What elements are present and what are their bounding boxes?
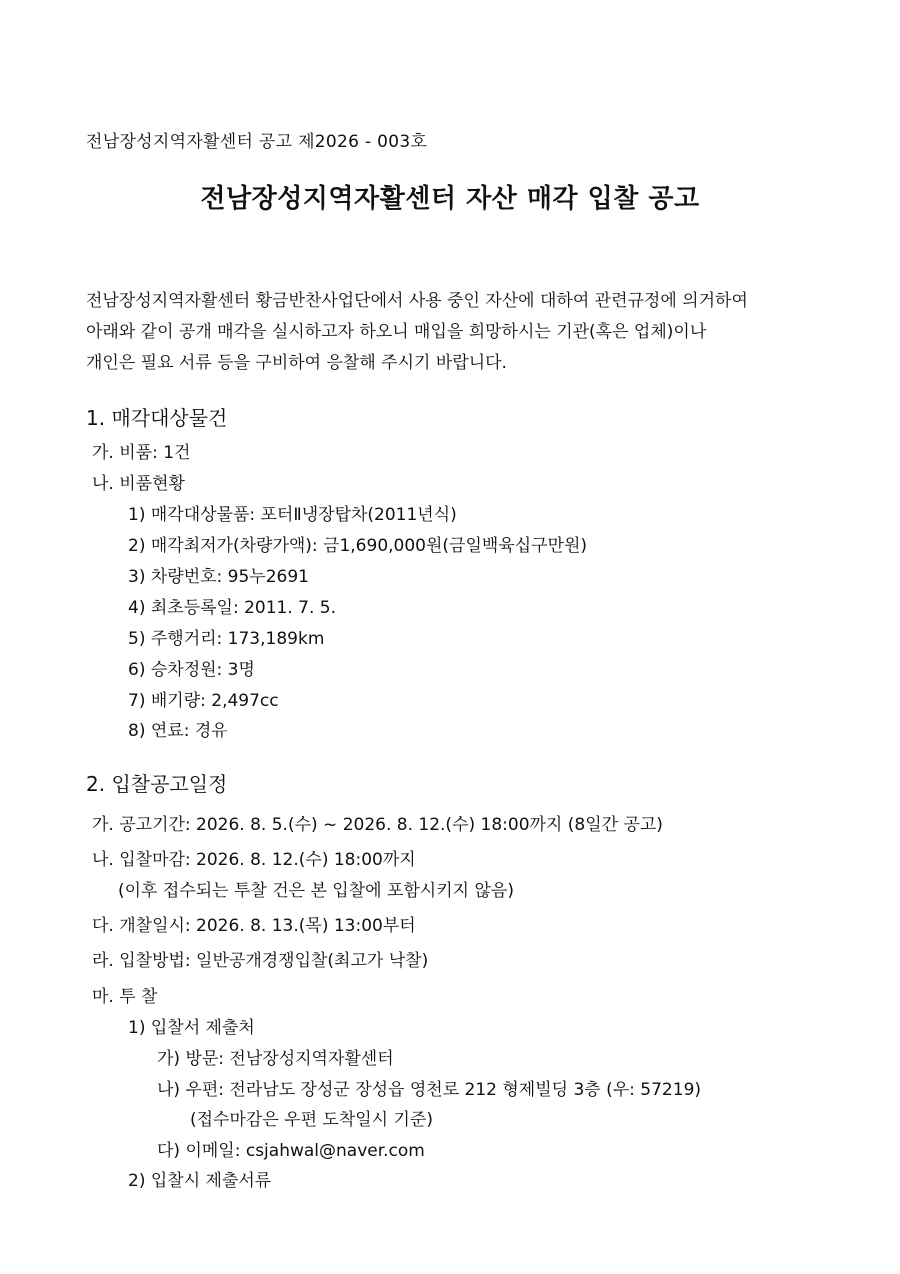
intro-line-2: 아래와 같이 공개 매각을 실시하고자 하오니 매입을 희망하시는 기관(혹은 업체)이나	[86, 322, 707, 342]
page-title: 전남장성지역자활센터 자산 매각 입찰 공고	[200, 184, 700, 214]
schedule-item-ma: 마. 투 찰	[92, 987, 158, 1007]
asset-detail-item: 4) 최초등록일: 2011. 7. 5.	[128, 598, 337, 618]
asset-detail-item: 2) 매각최저가(차량가액): 금1,690,000원(금일백육십구만원)	[128, 536, 588, 556]
asset-detail-item: 1) 매각대상물품: 포터Ⅱ냉장탑차(2011년식)	[128, 505, 457, 525]
intro-paragraph	[86, 286, 826, 379]
bid-destination-mail-note: (접수마감은 우편 도착일시 기준)	[190, 1110, 433, 1130]
asset-detail-item: 7) 배기량: 2,497cc	[128, 691, 279, 711]
bid-destination-email: 다) 이메일: csjahwal@naver.com	[157, 1141, 425, 1161]
bid-sub-item-2: 2) 입찰시 제출서류	[128, 1171, 272, 1191]
intro-line-1: 전남장성지역자활센터 황금반찬사업단에서 사용 중인 자산에 대하여 관련규정에 의거하여	[86, 291, 748, 311]
intro-line-3: 개인은 필요 서류 등을 구비하여 응찰해 주시기 바랍니다.	[86, 353, 507, 373]
section-1-item-na: 나. 비품현황	[92, 474, 185, 494]
schedule-item-da: 다. 개찰일시: 2026. 8. 13.(목) 13:00부터	[92, 916, 416, 936]
schedule-item-na: 나. 입찰마감: 2026. 8. 12.(수) 18:00까지	[92, 850, 416, 870]
asset-detail-item: 8) 연료: 경유	[128, 721, 228, 741]
section-1-heading: 1. 매각대상물건	[86, 406, 228, 430]
asset-detail-item: 3) 차량번호: 95누2691	[128, 567, 309, 587]
schedule-item-ra: 라. 입찰방법: 일반공개경쟁입찰(최고가 낙찰)	[92, 951, 429, 971]
section-2-heading: 2. 입찰공고일정	[86, 772, 228, 796]
section-1-item-ga: 가. 비품: 1건	[92, 443, 191, 463]
asset-detail-item: 6) 승차정원: 3명	[128, 660, 255, 680]
bid-sub-item-1: 1) 입찰서 제출처	[128, 1018, 255, 1038]
bid-destination-mail: 나) 우편: 전라남도 장성군 장성읍 영천로 212 형제빌딩 3층 (우: 57219)	[157, 1080, 702, 1100]
schedule-item-ga: 가. 공고기간: 2026. 8. 5.(수) ~ 2026. 8. 12.(수) 18:00까지 (8일간 공고)	[92, 815, 663, 835]
asset-detail-item: 5) 주행거리: 173,189km	[128, 629, 325, 649]
schedule-item-na-note: (이후 접수되는 투찰 건은 본 입찰에 포함시키지 않음)	[118, 881, 514, 901]
bid-destination-visit: 가) 방문: 전남장성지역자활센터	[157, 1049, 394, 1069]
notice-number: 전남장성지역자활센터 공고 제2026 - 003호	[86, 132, 428, 152]
